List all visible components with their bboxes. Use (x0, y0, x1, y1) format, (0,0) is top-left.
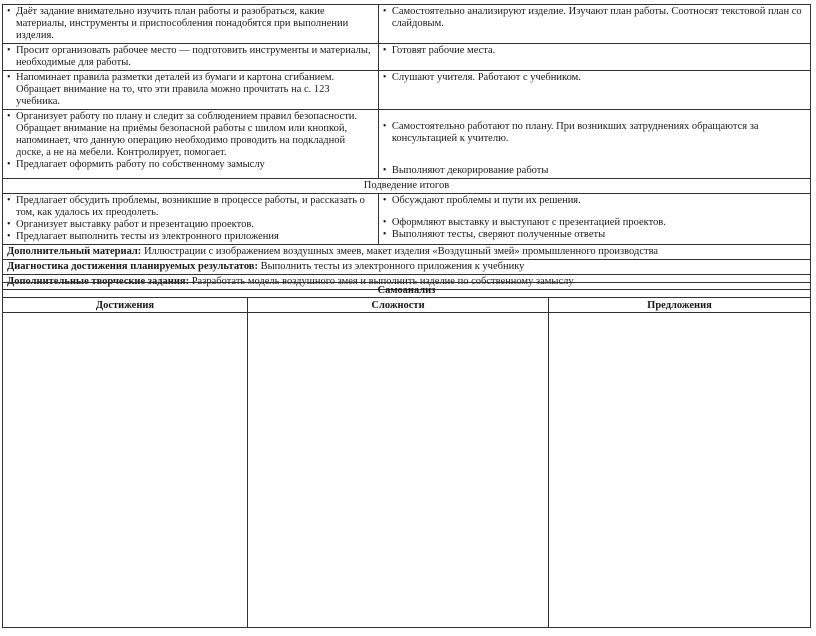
self-analysis-header-row (3, 298, 811, 313)
list-item: • Самостоятельно анализируют изделие. Изучают план работы. Соотносят текстовой план со слайдовым. (383, 6, 806, 30)
list-item: • Предлагает оформить работу по собственному замыслу (7, 159, 374, 171)
section-title: Подведение итогов (3, 179, 811, 194)
list-item: • Даёт задание внимательно изучить план работы и разобраться, какие материалы, инструменты и приспособления понадобятся при выполнении изделия. (7, 6, 374, 42)
row-text: Иллюстрации с изображением воздушных змеев, макет изделия «Воздушный змей» промышленного производства (143, 246, 659, 257)
achievements-cell (3, 313, 248, 628)
table-row (3, 194, 811, 245)
list-item: • Организует работу по плану и следит за соблюдением правил безопасности. Обращает внимание на приёмы безопасной работы с шилом или кнопкой, напоминает, что данную операцию необходимо проводить на подкладной доске, а не на мебели. Контролирует, помогает. (7, 111, 374, 159)
list-item: • Слушают учителя. Работают с учебником. (383, 72, 806, 84)
students-cell (378, 44, 810, 71)
students-cell (378, 71, 810, 110)
self-analysis-title: Самоанализ (3, 283, 811, 298)
list-item: • Предлагает обсудить проблемы, возникшие в процессе работы, и рассказать о том, как удалось их преодолеть. (7, 195, 374, 219)
diagnostics (3, 260, 811, 275)
self-analysis-table (2, 282, 811, 628)
section-header-row (3, 179, 811, 194)
list-item: • Обсуждают проблемы и пути их решения. (383, 195, 806, 207)
row-label: Дополнительные творческие задания: (7, 276, 190, 287)
table-row (3, 71, 811, 110)
table-row (3, 44, 811, 71)
suggestions-cell (549, 313, 811, 628)
teacher-cell (3, 71, 379, 110)
column-header-difficulties: Сложности (248, 298, 549, 313)
extra-row (3, 245, 811, 260)
students-cell (378, 5, 810, 44)
students-cell (378, 110, 810, 179)
table-row (3, 5, 811, 44)
row-label: Диагностика достижения планируемых результатов: (7, 261, 258, 272)
teacher-cell (3, 110, 379, 179)
self-analysis-title-row (3, 283, 811, 298)
row-text: Разработать модель воздушного змея и выполнить изделие по собственному замыслу (191, 276, 574, 287)
additional-material (3, 245, 811, 260)
row-text: Выполнить тесты из электронного приложения к учебнику (260, 261, 525, 272)
column-header-achievements: Достижения (3, 298, 248, 313)
teacher-cell (3, 194, 379, 245)
column-header-suggestions: Предложения (549, 298, 811, 313)
extra-row (3, 260, 811, 275)
lesson-activity-table (2, 4, 811, 290)
teacher-cell (3, 5, 379, 44)
difficulties-cell (248, 313, 549, 628)
self-analysis-body-row (3, 313, 811, 628)
table-row (3, 110, 811, 179)
list-item: • Выполняют декорирование работы (383, 165, 806, 177)
list-item: • Предлагает выполнить тесты из электронного приложения (7, 231, 374, 243)
list-item: • Оформляют выставку и выступают с презентацией проектов. (383, 217, 806, 229)
students-cell (378, 194, 810, 245)
teacher-cell (3, 44, 379, 71)
list-item: • Самостоятельно работают по плану. При возникших затруднениях обращаются за консультацией к учителю. (383, 121, 806, 145)
list-item: • Организует выставку работ и презентацию проектов. (7, 219, 374, 231)
list-item: • Выполняют тесты, сверяют полученные ответы (383, 229, 806, 241)
list-item: • Напоминает правила разметки деталей из бумаги и картона сгибанием. Обращает внимание на то, что эти правила можно прочитать на с. 123 учебника. (7, 72, 374, 108)
row-label: Дополнительный материал: (7, 246, 142, 257)
list-item: • Просит организовать рабочее место — подготовить инструменты и материалы, необходимые для работы. (7, 45, 374, 69)
list-item: • Готовят рабочие места. (383, 45, 806, 57)
